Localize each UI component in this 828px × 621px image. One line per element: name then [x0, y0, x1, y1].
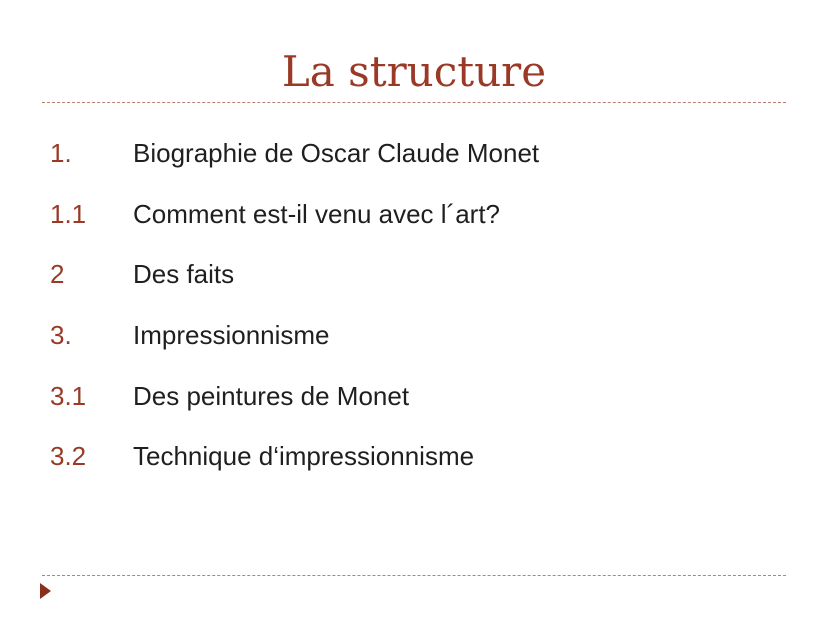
- item-text: Des faits: [133, 259, 235, 289]
- list-item: [0, 256, 828, 292]
- list-item: [0, 438, 828, 474]
- item-text: Technique d‘impressionnisme: [133, 441, 475, 471]
- list-item: [0, 135, 828, 171]
- item-number: 3.1: [50, 381, 87, 411]
- item-text: Comment est-il venu avec l´art?: [133, 199, 501, 229]
- item-text: Impressionnisme: [133, 320, 330, 350]
- item-text: Biographie de Oscar Claude Monet: [133, 138, 540, 168]
- list-item: [0, 196, 828, 232]
- slide-title: La structure: [281, 47, 547, 96]
- item-number: 2: [50, 259, 65, 289]
- item-number: 1.1: [50, 199, 87, 229]
- list-item: [0, 378, 828, 414]
- item-number: 3.: [50, 320, 72, 350]
- item-number: 1.: [50, 138, 72, 168]
- item-text: Des peintures de Monet: [133, 381, 410, 411]
- triangle-right-icon: [40, 583, 51, 599]
- bottom-divider: [42, 575, 786, 576]
- list-item: [0, 317, 828, 353]
- item-number: 3.2: [50, 441, 87, 471]
